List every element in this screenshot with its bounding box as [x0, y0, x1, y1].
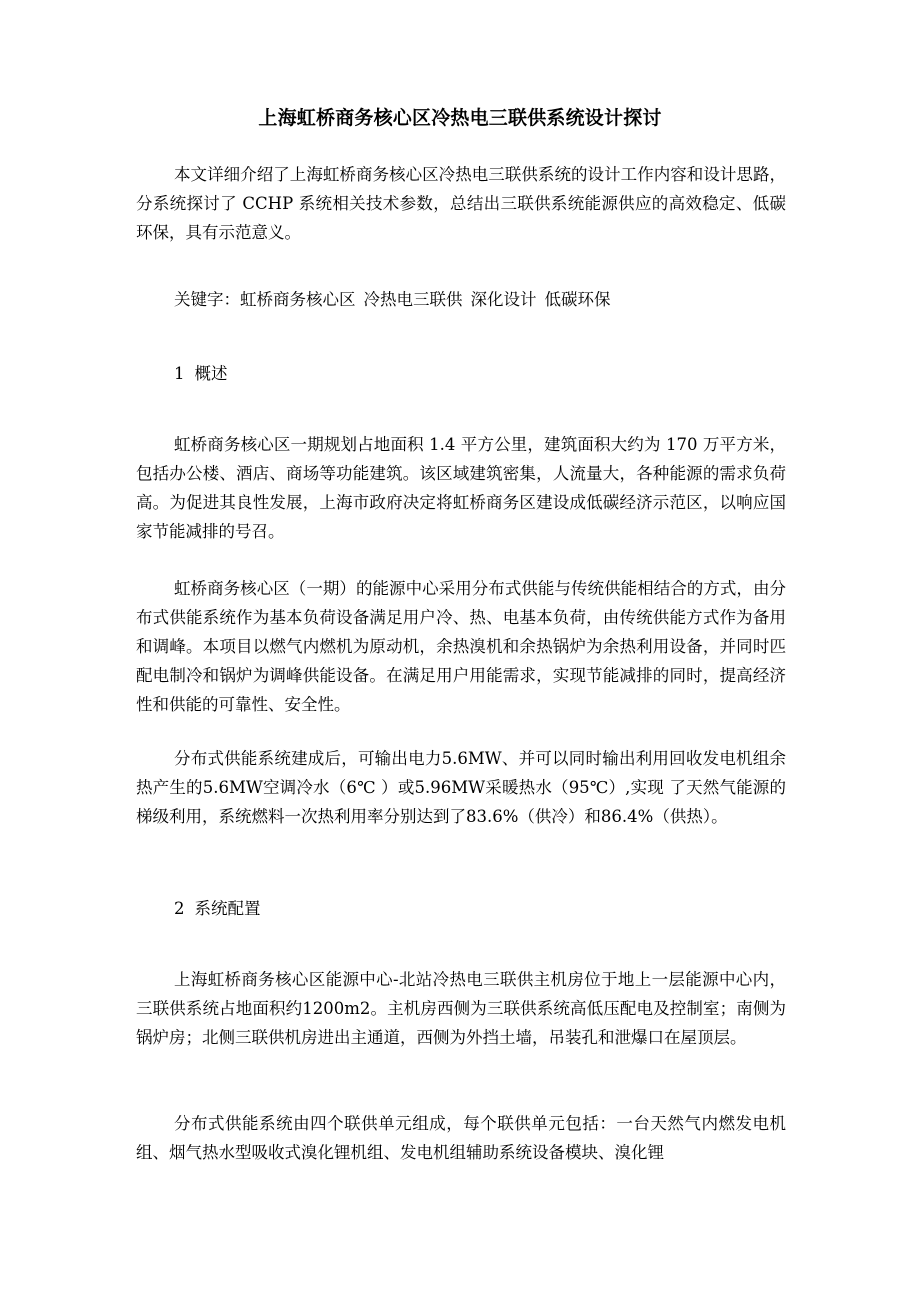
section-heading-system-config: [174, 894, 261, 923]
abstract-paragraph: 本文详细介绍了上海虹桥商务核心区冷热电三联供系统的设计工作内容和设计思路，分系统探讨了 CCHP 系统相关技术参数，总结出三联供系统能源供应的高效稳定、低碳环保，具有示范意义。: [136, 165, 786, 242]
section-number: 1: [174, 364, 185, 383]
keyword-item: 冷热电三联供: [363, 290, 463, 309]
section-title: 概述: [194, 364, 228, 383]
keywords-label: 关键字：: [174, 290, 240, 309]
body-paragraph: 分布式供能系统由四个联供单元组成，每个联供单元包括：一台天然气内燃发电机组、烟气热水型吸收式溴化锂机组、发电机组辅助系统设备模块、溴化锂: [136, 1114, 786, 1162]
section-heading-overview: [174, 359, 228, 388]
body-paragraph: 分布式供能系统建成后，可输出电力5.6MW、并可以同时输出利用回收发电机组余热产生的5.6MW空调冷水（6℃ ）或5.96MW采暖热水（95℃）,实现 了天然气能源的梯级利用，系统燃料一次热利用率分别达到了83.6%（供冷）和86.4%（供热）。: [136, 749, 786, 826]
keyword-item: 深化设计: [470, 290, 537, 309]
body-paragraph: 虹桥商务核心区一期规划占地面积 1.4 平方公里，建筑面积大约为 170 万平方米，包括办公楼、酒店、商场等功能建筑。该区域建筑密集，人流量大，各种能源的需求负荷高。为促进其良性发展，上海市政府决定将虹桥商务区建设成低碳经济示范区，以响应国家节能减排的号召。: [136, 435, 786, 541]
section-title: 系统配置: [194, 899, 261, 918]
section-number: 2: [174, 899, 185, 918]
document-title: 上海虹桥商务核心区冷热电三联供系统设计探讨: [258, 107, 662, 129]
body-paragraph: 虹桥商务核心区（一期）的能源中心采用分布式供能与传统供能相结合的方式，由分布式供能系统作为基本负荷设备满足用户冷、热、电基本负荷，由传统供能方式作为备用和调峰。本项目以燃气内燃机为原动机，余热溴机和余热锅炉为余热利用设备，并同时匹配电制冷和锅炉为调峰供能设备。在满足用户用能需求，实现节能减排的同时，提高经济性和供能的可靠性、安全性。: [136, 579, 786, 714]
keywords-line: [174, 285, 619, 314]
body-paragraph: 上海虹桥商务核心区能源中心-北站冷热电三联供主机房位于地上一层能源中心内，三联供系统占地面积约1200m2。主机房西侧为三联供系统高低压配电及控制室；南侧为锅炉房；北侧三联供机房进出主通道，西侧为外挡土墙，吊装孔和泄爆口在屋顶层。: [136, 970, 786, 1047]
keyword-item: 低碳环保: [544, 290, 611, 309]
keyword-item: 虹桥商务核心区: [240, 290, 356, 309]
